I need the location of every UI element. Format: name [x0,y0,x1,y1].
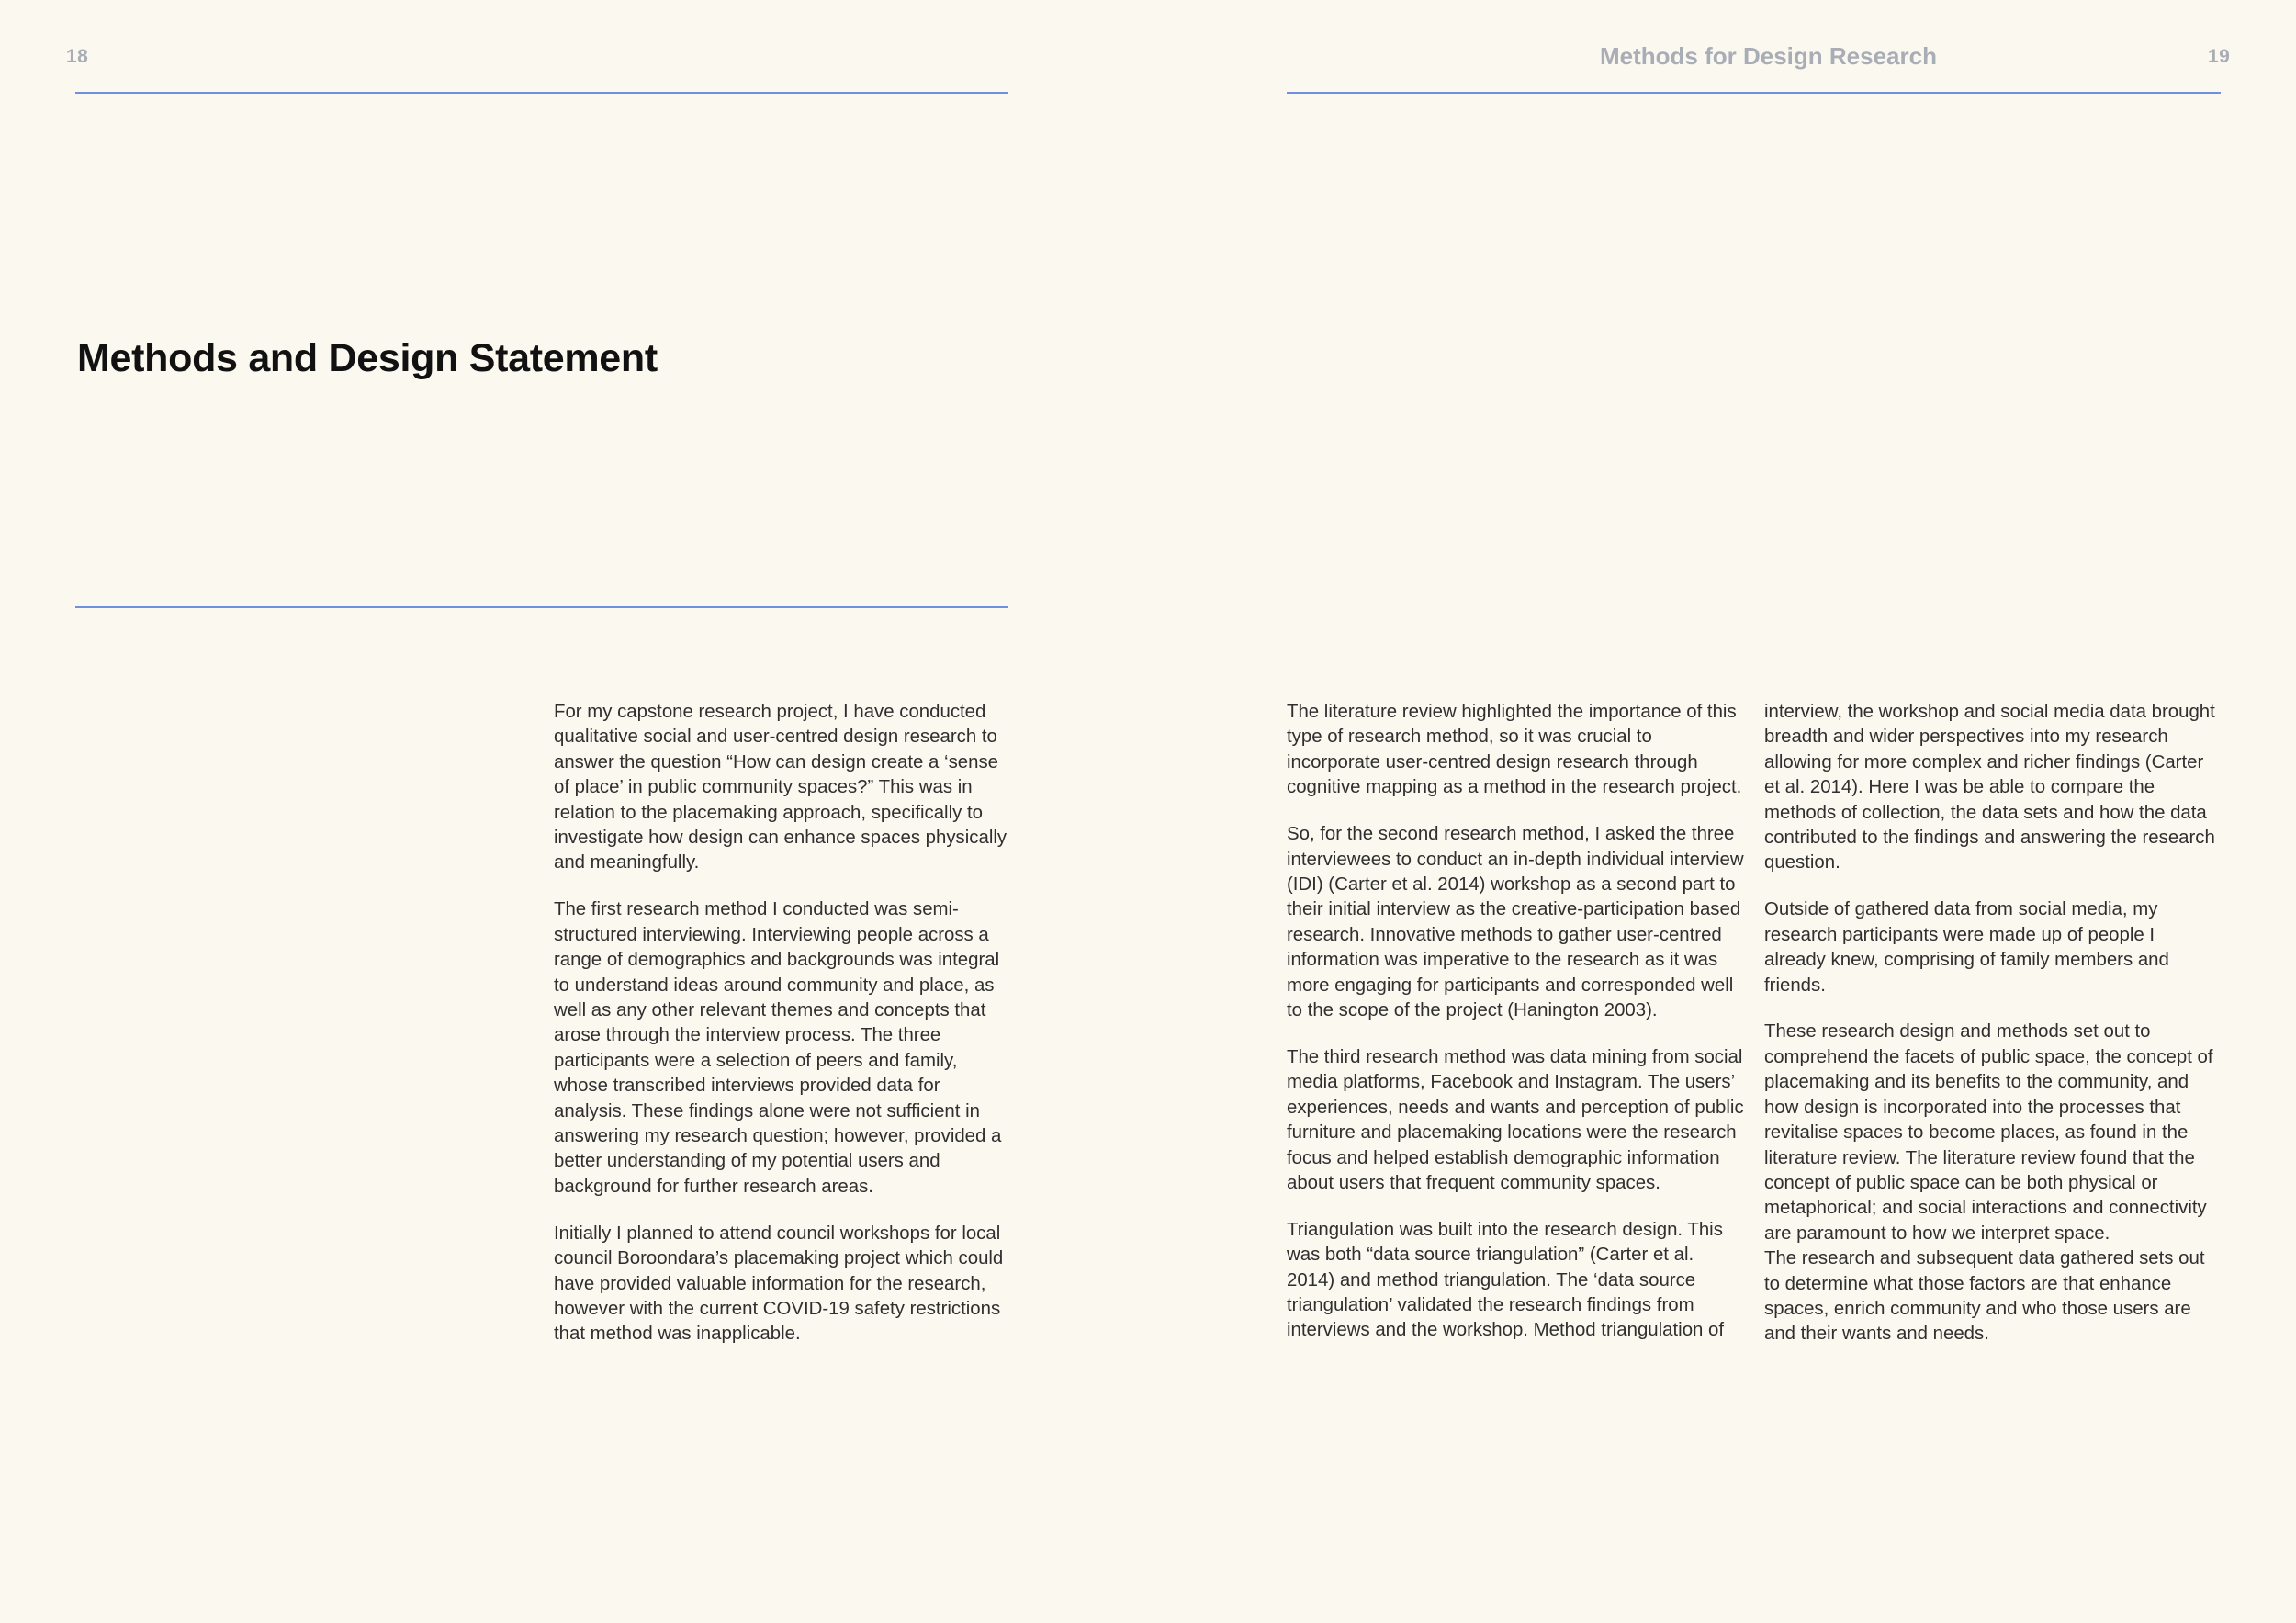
page-number-left: 18 [66,46,89,67]
body-paragraph: The research and subsequent data gathered sets out to determine what those factors are that enhance spaces, enrich community and who those users are and their wants and needs. [1764,1248,2205,1345]
right-page [1148,0,2296,1623]
running-title: Methods for Design Research [1600,42,1937,70]
body-paragraph: Initially I planned to attend council workshops for local council Boroondara’s placemaking project which could have provided valuable information for the research, however with the current COVID-19 safety restrictions that method was inapplicable. [554,1223,1004,1345]
right-body-column-1 [1287,700,1746,1365]
body-paragraph: These research design and methods set out to comprehend the facets of public space, the concept of placemaking and its benefits to the community, and how design is incorporated into the processes that revitalise spaces to become places, as found in the literature review. The literature review found that the concept of public space can be both physical or metaphorical; and social interactions and connectivity are paramount to how we interpret space. [1764,1021,2213,1244]
body-paragraph: So, for the second research method, I asked the three interviewees to conduct an in-depth individual interview (IDI) (Carter et al. 2014) workshop as a second part to their initial interview as the creative-participation based research. Innovative methods to gather user-centred information was imperative to the research as it was more engaging for participants and corresponded well to the scope of the project (Hanington 2003). [1287,824,1744,1020]
right-body-column-2 [1764,700,2221,1369]
body-paragraph: For my capstone research project, I have conducted qualitative social and user-centred design research to answer the question “How can design create a ‘sense of place’ in public community spaces?” This was in relation to the placemaking approach, specifically to investigate how design can enhance spaces physically and meaningfully. [554,702,1007,873]
body-paragraph: The literature review highlighted the importance of this type of research method, so it was crucial to incorporate user-centred design research through cognitive mapping as a method in the research project. [1287,702,1742,798]
left-body-column [554,700,1013,1369]
page-heading: Methods and Design Statement [77,336,658,380]
body-paragraph: The first research method I conducted was semi-structured interviewing. Interviewing people across a range of demographics and backgrounds was integral to understand ideas around community and place, as well as any other relevant themes and concepts that arose through the interview process. The three participants were a selection of peers and family, whose transcribed interviews provided data for analysis. These findings alone were not sufficient in answering my research question; however, provided a better understanding of my potential users and background for further research areas. [554,899,1002,1197]
body-paragraph: Triangulation was built into the research design. This was both “data source triangulation” (Carter et al. 2014) and method triangulation. The ‘data source triangulation’ validated the research findings from interviews and the workshop. Method triangulation of [1287,1219,1725,1341]
page-number-right: 19 [2208,46,2231,67]
body-paragraph: Outside of gathered data from social media, my research participants were made up of people I already knew, comprising of family members and friends. [1764,899,2169,996]
heading-rule [75,606,1008,608]
body-paragraph: The third research method was data mining from social media platforms, Facebook and Instagram. The users’ experiences, needs and wants and perception of public furniture and placemaking locations were the research focus and helped establish demographic information about users that frequent community spaces. [1287,1046,1744,1193]
header-rule-right [1287,92,2221,94]
body-paragraph: interview, the workshop and social media data brought breadth and wider perspectives into my research allowing for more complex and richer findings (Carter et al. 2014). Here I was be able to compare the methods of collection, the data sets and how the data contributed to the findings and answering the research question. [1764,702,2215,873]
header-rule-left [75,92,1008,94]
